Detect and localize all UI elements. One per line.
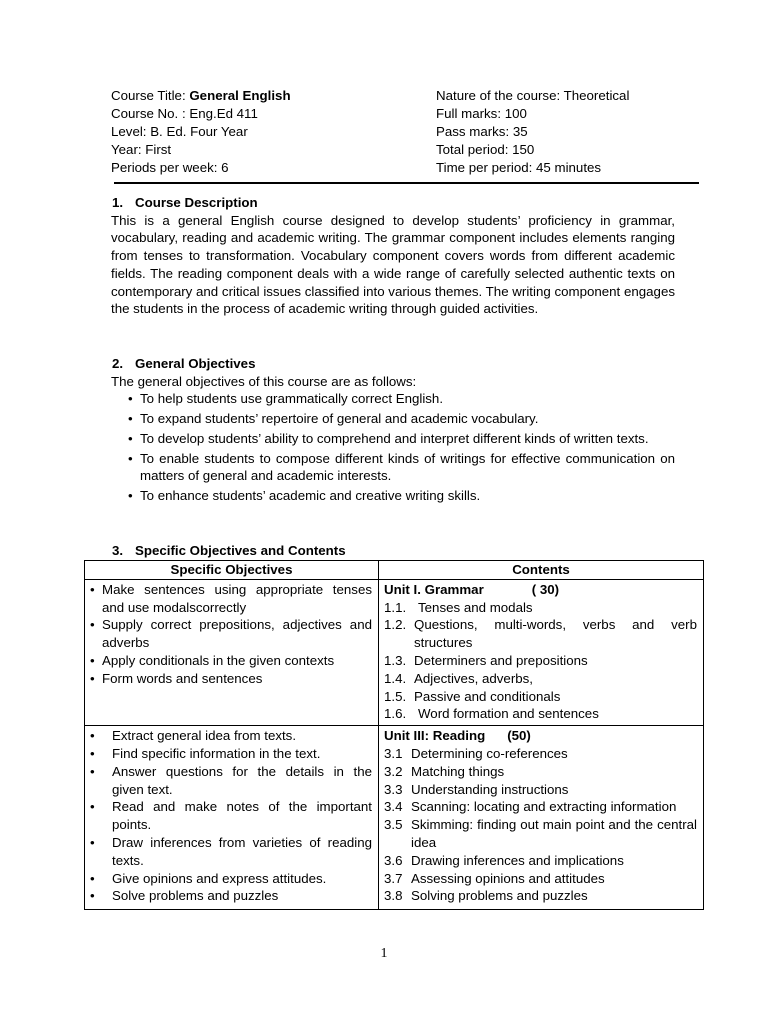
unit-reading (379, 726, 703, 907)
periods-per-week-line: Periods per week: 6 (111, 160, 229, 175)
unit-marks: (50) (507, 728, 531, 744)
list-item: • To enable students to compose different kinds of writings for effective communication on matters of general and academic interests. (111, 450, 675, 485)
course-title-value: General English (189, 88, 291, 103)
table-header-row (85, 561, 704, 580)
unit-title: Unit III: Reading (50) (384, 728, 531, 744)
list-item: • To develop students’ ability to comprehend and interpret different kinds of written texts. (111, 430, 675, 448)
content-item: 1.3. Determiners and prepositions (384, 652, 588, 668)
content-item: 3.8 Solving problems and puzzles (384, 888, 588, 904)
full-marks: Full marks: 100 (436, 106, 527, 121)
course-info-right (436, 87, 706, 177)
content-item: 3.2 Matching things (384, 763, 505, 779)
objectives-list (85, 580, 378, 692)
specific-objectives-heading: 3. Specific Objectives and Contents (112, 543, 346, 558)
course-description-text: This is a general English course designed to develop students’ proficiency in grammar, vocabulary, reading and academic writing. The grammar component includes elements ranging from tenses to transformation. Vocabulary component covers words from different academic fields. The reading component deals with a wide range of carefully selected authentic texts on contemporary and critical issues classified into various themes. The writing component engages the students in the process of academic writing through guided activities. (111, 212, 675, 317)
list-item: • Give opinions and express attitudes. (85, 870, 372, 888)
column-header-objectives: Specific Objectives (85, 561, 379, 580)
objectives-cell (85, 726, 379, 910)
list-item: • Extract general idea from texts. (85, 727, 372, 745)
table-row (85, 579, 704, 725)
content-item: 3.3 Understanding instructions (384, 781, 569, 797)
course-info-left (111, 87, 411, 177)
content-item: 3.6 Drawing inferences and implications (384, 852, 624, 868)
objectives-contents-table (84, 560, 704, 910)
general-objectives-section (111, 355, 675, 507)
time-per-period: Time per period: 45 minutes (436, 160, 602, 175)
content-item: 1.4. Adjectives, adverbs, (384, 670, 533, 686)
list-item: • To help students use grammatically correct English. (111, 390, 675, 408)
pass-marks: Pass marks: 35 (436, 124, 528, 139)
course-level-line: Level: B. Ed. Four Year (111, 124, 248, 139)
course-title-line: Course Title: General English (111, 88, 291, 103)
objectives-list (85, 726, 378, 909)
general-objectives-intro: The general objectives of this course are as follows: (111, 373, 417, 389)
content-item: 1.6. Word formation and sentences (384, 706, 599, 722)
specific-objectives-section (111, 542, 675, 560)
content-item: 1.5. Passive and conditionals (384, 688, 561, 704)
content-item: 3.4 Scanning: locating and extracting information (384, 799, 677, 815)
page-number: 1 (380, 946, 388, 961)
list-item: • Supply correct prepositions, adjectives and adverbs (85, 616, 372, 652)
general-objectives-list (111, 390, 675, 504)
list-item: • Solve problems and puzzles (85, 887, 372, 905)
header-divider (114, 182, 699, 184)
course-number-line: Course No. : Eng.Ed 411 (111, 106, 258, 121)
contents-cell (379, 579, 704, 725)
list-item: • To expand students’ repertoire of general and academic vocabulary. (111, 410, 675, 428)
unit-grammar (379, 580, 703, 725)
list-item: • Apply conditionals in the given contexts (85, 652, 372, 670)
list-item: • Draw inferences from varieties of reading texts. (85, 834, 372, 870)
list-item: • To enhance students’ academic and creative writing skills. (111, 487, 675, 505)
unit-title: Unit I. Grammar ( 30) (384, 581, 560, 597)
table-row (85, 726, 704, 910)
general-objectives-heading: 2. General Objectives (112, 356, 256, 371)
course-year-line: Year: First (111, 142, 172, 157)
column-header-contents: Contents (379, 561, 704, 580)
objectives-cell (85, 579, 379, 725)
total-period: Total period: 150 (436, 142, 535, 157)
course-description-heading: 1. Course Description (112, 195, 258, 210)
nature-of-course: Nature of the course: Theoretical (436, 88, 630, 103)
content-item: 1.1. Tenses and modals (384, 599, 533, 615)
contents-cell (379, 726, 704, 910)
list-item: • Read and make notes of the important points. (85, 798, 372, 834)
content-item: 3.1 Determining co-references (384, 745, 568, 761)
course-description-section (111, 194, 675, 318)
content-item: 3.7 Assessing opinions and attitudes (384, 870, 605, 886)
list-item: • Make sentences using appropriate tenses and use modalscorrectly (85, 581, 372, 617)
list-item: • Find specific information in the text. (85, 745, 372, 763)
list-item: • Answer questions for the details in the given text. (85, 763, 372, 799)
unit-marks: ( 30) (531, 581, 560, 597)
list-item: • Form words and sentences (85, 670, 372, 688)
content-item: 3.5 Skimming: finding out main point and the central idea (384, 817, 697, 850)
content-item: 1.2. Questions, multi-words, verbs and verb structures (384, 617, 697, 651)
